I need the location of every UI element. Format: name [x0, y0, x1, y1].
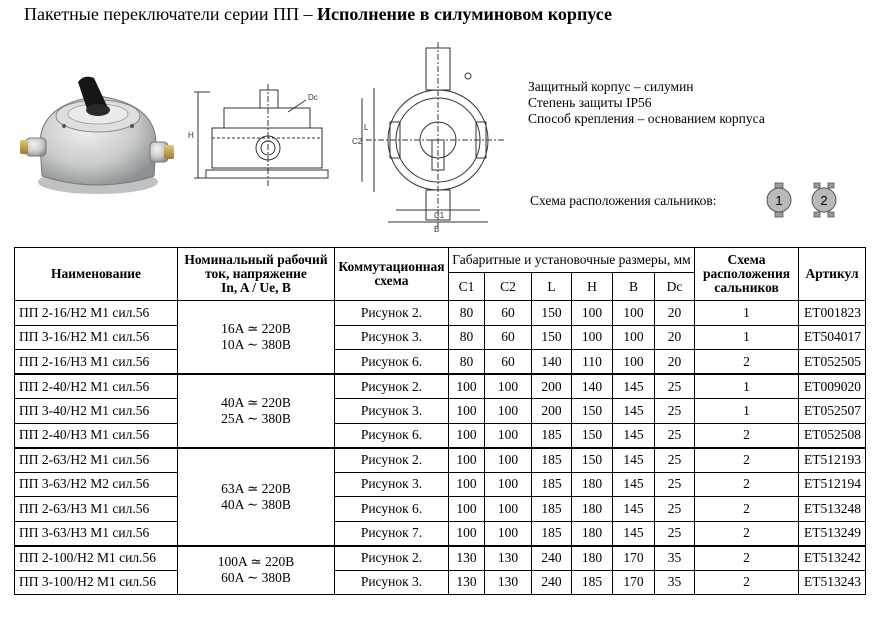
front-label-c1: C1: [434, 211, 445, 220]
table-row: [15, 497, 866, 522]
cell-dim-dc: 25: [655, 497, 695, 522]
cell-name: ПП 2-100/Н2 М1 сил.56: [15, 546, 178, 571]
cell-scheme: Рисунок 2.: [335, 448, 449, 473]
cell-gland: 1: [695, 399, 799, 424]
cell-dim-dc: 35: [655, 570, 695, 595]
cell-name: ПП 3-63/Н2 М2 сил.56: [15, 472, 178, 497]
cell-name: ПП 3-40/Н2 М1 сил.56: [15, 399, 178, 424]
cell-scheme: Рисунок 7.: [335, 521, 449, 546]
table-body: [15, 301, 866, 595]
cell-dim-l: 200: [532, 374, 572, 399]
cell-article: ET513242: [799, 546, 866, 571]
cell-dim-l: 240: [532, 546, 572, 571]
cell-gland: 1: [695, 374, 799, 399]
cell-dim-b: 100: [613, 301, 655, 326]
spec-list: [528, 79, 765, 127]
cell-dim-c2: 100: [485, 497, 532, 522]
cell-dim-l: 150: [532, 301, 572, 326]
cell-article: ET052507: [799, 399, 866, 424]
gland-scheme-2-icon: [808, 182, 840, 218]
cell-scheme: Рисунок 2.: [335, 546, 449, 571]
cell-dim-dc: 20: [655, 350, 695, 375]
col-header-dimensions: Габаритные и установочные размеры, мм: [449, 248, 695, 273]
current-line: 25A ∼ 380B: [221, 410, 291, 426]
spec-housing: Защитный корпус – силумин: [528, 79, 694, 94]
table-row: [15, 472, 866, 497]
cell-dim-h: 180: [572, 521, 613, 546]
cell-scheme: Рисунок 6.: [335, 497, 449, 522]
cell-dim-b: 145: [613, 374, 655, 399]
cell-gland: 2: [695, 448, 799, 473]
gland-scheme-1-icon: [764, 182, 794, 218]
table-row: [15, 448, 866, 473]
table-row: [15, 301, 866, 326]
cell-dim-c1: 100: [449, 374, 485, 399]
current-line: 40A ∼ 380B: [221, 496, 291, 512]
cell-name: ПП 3-100/Н2 М1 сил.56: [15, 570, 178, 595]
cell-dim-h: 150: [572, 423, 613, 448]
cell-gland: 2: [695, 570, 799, 595]
cell-dim-b: 145: [613, 423, 655, 448]
col-header-c1: C1: [449, 273, 485, 301]
cell-dim-b: 145: [613, 399, 655, 424]
cell-dim-h: 100: [572, 301, 613, 326]
table-row: [15, 325, 866, 350]
cell-dim-h: 150: [572, 399, 613, 424]
cell-dim-b: 100: [613, 325, 655, 350]
gland-scheme-caption: Схема расположения сальников:: [530, 193, 717, 208]
cell-scheme: Рисунок 2.: [335, 374, 449, 399]
col-header-h: H: [572, 273, 613, 301]
current-line: 16A ≃ 220B: [221, 321, 291, 336]
cell-name: ПП 2-40/Н3 М1 сил.56: [15, 423, 178, 448]
cell-dim-c2: 100: [485, 423, 532, 448]
cell-dim-c2: 100: [485, 399, 532, 424]
cell-article: ET513249: [799, 521, 866, 546]
cell-dim-h: 140: [572, 374, 613, 399]
col-header-article: Артикул: [799, 248, 866, 301]
table-row: [15, 521, 866, 546]
title-bold: Исполнение в силуминовом корпусе: [316, 4, 612, 24]
cell-dim-c1: 100: [449, 448, 485, 473]
cell-dim-l: 185: [532, 448, 572, 473]
cell-dim-h: 180: [572, 497, 613, 522]
current-line: 60A ∼ 380B: [221, 570, 291, 586]
table-row: [15, 399, 866, 424]
svg-text:1: 1: [775, 193, 783, 208]
cell-scheme: Рисунок 3.: [335, 325, 449, 350]
front-label-b: B: [434, 225, 440, 234]
cell-dim-b: 145: [613, 497, 655, 522]
cell-dim-l: 185: [532, 472, 572, 497]
cell-dim-l: 185: [532, 521, 572, 546]
cell-scheme: Рисунок 6.: [335, 423, 449, 448]
cell-dim-b: 100: [613, 350, 655, 375]
cell-dim-c2: 100: [485, 521, 532, 546]
front-label-l: L: [364, 123, 369, 132]
cell-dim-b: 145: [613, 472, 655, 497]
cell-dim-l: 185: [532, 423, 572, 448]
cell-dim-l: 150: [532, 325, 572, 350]
cell-name: ПП 2-63/Н2 М1 сил.56: [15, 448, 178, 473]
cell-dim-l: 240: [532, 570, 572, 595]
table-row: [15, 350, 866, 375]
cell-scheme: Рисунок 3.: [335, 570, 449, 595]
side-view-drawing: [188, 78, 338, 198]
cell-scheme: Рисунок 6.: [335, 350, 449, 375]
cell-dim-c2: 130: [485, 570, 532, 595]
cell-dim-dc: 35: [655, 546, 695, 571]
cell-dim-h: 185: [572, 570, 613, 595]
cell-dim-c2: 100: [485, 448, 532, 473]
cell-dim-h: 110: [572, 350, 613, 375]
cell-gland: 1: [695, 325, 799, 350]
col-header-gland: Схема расположения сальников: [695, 248, 799, 301]
cell-dim-dc: 25: [655, 472, 695, 497]
cell-dim-b: 145: [613, 448, 655, 473]
spec-mounting: Способ крепления – основанием корпуса: [528, 111, 765, 126]
cell-dim-c1: 100: [449, 521, 485, 546]
cell-dim-b: 170: [613, 570, 655, 595]
cell-article: ET052505: [799, 350, 866, 375]
col-header-c2: C2: [485, 273, 532, 301]
cell-name: ПП 3-16/Н2 М1 сил.56: [15, 325, 178, 350]
side-label-h: H: [188, 131, 194, 140]
cell-current-voltage: [178, 374, 335, 448]
cell-dim-c1: 100: [449, 399, 485, 424]
cell-gland: 2: [695, 472, 799, 497]
front-view-drawing: [338, 40, 508, 235]
cell-current-voltage: [178, 546, 335, 595]
cell-dim-c1: 100: [449, 472, 485, 497]
cell-article: ET052508: [799, 423, 866, 448]
cell-article: ET512194: [799, 472, 866, 497]
cell-current-voltage: [178, 448, 335, 546]
cell-dim-dc: 20: [655, 301, 695, 326]
cell-dim-c2: 130: [485, 546, 532, 571]
cell-dim-c1: 80: [449, 301, 485, 326]
side-label-dc: Dc: [308, 93, 318, 102]
cell-article: ET504017: [799, 325, 866, 350]
current-line: 63A ≃ 220B: [221, 480, 291, 496]
cell-dim-dc: 25: [655, 448, 695, 473]
cell-dim-h: 150: [572, 448, 613, 473]
cell-name: ПП 3-63/Н3 М1 сил.56: [15, 521, 178, 546]
spec-protection: Степень защиты IP56: [528, 95, 652, 110]
cell-dim-c1: 130: [449, 546, 485, 571]
cell-dim-c1: 80: [449, 350, 485, 375]
col-header-switching: Коммутационная схема: [335, 248, 449, 301]
cell-dim-c1: 130: [449, 570, 485, 595]
cell-dim-c2: 100: [485, 472, 532, 497]
cell-scheme: Рисунок 3.: [335, 399, 449, 424]
cell-name: ПП 2-16/Н3 М1 сил.56: [15, 350, 178, 375]
cell-name: ПП 2-16/Н2 М1 сил.56: [15, 301, 178, 326]
svg-text:2: 2: [820, 193, 828, 208]
current-line: 10A ∼ 380B: [221, 337, 291, 352]
cell-dim-h: 100: [572, 325, 613, 350]
cell-dim-b: 170: [613, 546, 655, 571]
cell-dim-c2: 60: [485, 350, 532, 375]
table-row: [15, 374, 866, 399]
cell-gland: 1: [695, 301, 799, 326]
front-label-c2: C2: [352, 137, 363, 146]
cell-gland: 2: [695, 350, 799, 375]
cell-article: ET009020: [799, 374, 866, 399]
col-header-name: Наименование: [15, 248, 178, 301]
cell-dim-c2: 60: [485, 325, 532, 350]
col-header-l: L: [532, 273, 572, 301]
cell-dim-c2: 100: [485, 374, 532, 399]
current-line: 100A ≃ 220B: [217, 554, 295, 570]
cell-current-voltage: [178, 301, 335, 375]
cell-dim-dc: 25: [655, 521, 695, 546]
col-header-b: B: [613, 273, 655, 301]
product-photo: [18, 64, 178, 204]
current-line: 40A ≃ 220B: [221, 394, 291, 410]
cell-article: ET513248: [799, 497, 866, 522]
cell-scheme: Рисунок 2.: [335, 301, 449, 326]
cell-dim-h: 180: [572, 546, 613, 571]
cell-gland: 2: [695, 546, 799, 571]
cell-name: ПП 2-40/Н2 М1 сил.56: [15, 374, 178, 399]
cell-gland: 2: [695, 497, 799, 522]
cell-dim-l: 200: [532, 399, 572, 424]
cell-dim-dc: 25: [655, 399, 695, 424]
cell-dim-c1: 80: [449, 325, 485, 350]
cell-dim-h: 180: [572, 472, 613, 497]
cell-dim-c1: 100: [449, 423, 485, 448]
cell-scheme: Рисунок 3.: [335, 472, 449, 497]
table-row: [15, 570, 866, 595]
cell-article: ET001823: [799, 301, 866, 326]
cell-dim-l: 140: [532, 350, 572, 375]
table-row: [15, 546, 866, 571]
cell-gland: 2: [695, 423, 799, 448]
product-table: [14, 247, 866, 595]
col-header-dc: Dc: [655, 273, 695, 301]
cell-article: ET512193: [799, 448, 866, 473]
cell-dim-c1: 100: [449, 497, 485, 522]
page-title: [24, 4, 612, 25]
cell-dim-l: 185: [532, 497, 572, 522]
cell-dim-dc: 20: [655, 325, 695, 350]
col-header-current: Номинальный рабочий ток, напряжение In, A / Ue, B: [178, 248, 335, 301]
cell-dim-dc: 25: [655, 374, 695, 399]
cell-dim-b: 145: [613, 521, 655, 546]
cell-dim-dc: 25: [655, 423, 695, 448]
title-regular: Пакетные переключатели серии ПП –: [24, 4, 317, 24]
table-row: [15, 423, 866, 448]
cell-article: ET513243: [799, 570, 866, 595]
cell-name: ПП 2-63/Н3 М1 сил.56: [15, 497, 178, 522]
cell-gland: 2: [695, 521, 799, 546]
cell-dim-c2: 60: [485, 301, 532, 326]
